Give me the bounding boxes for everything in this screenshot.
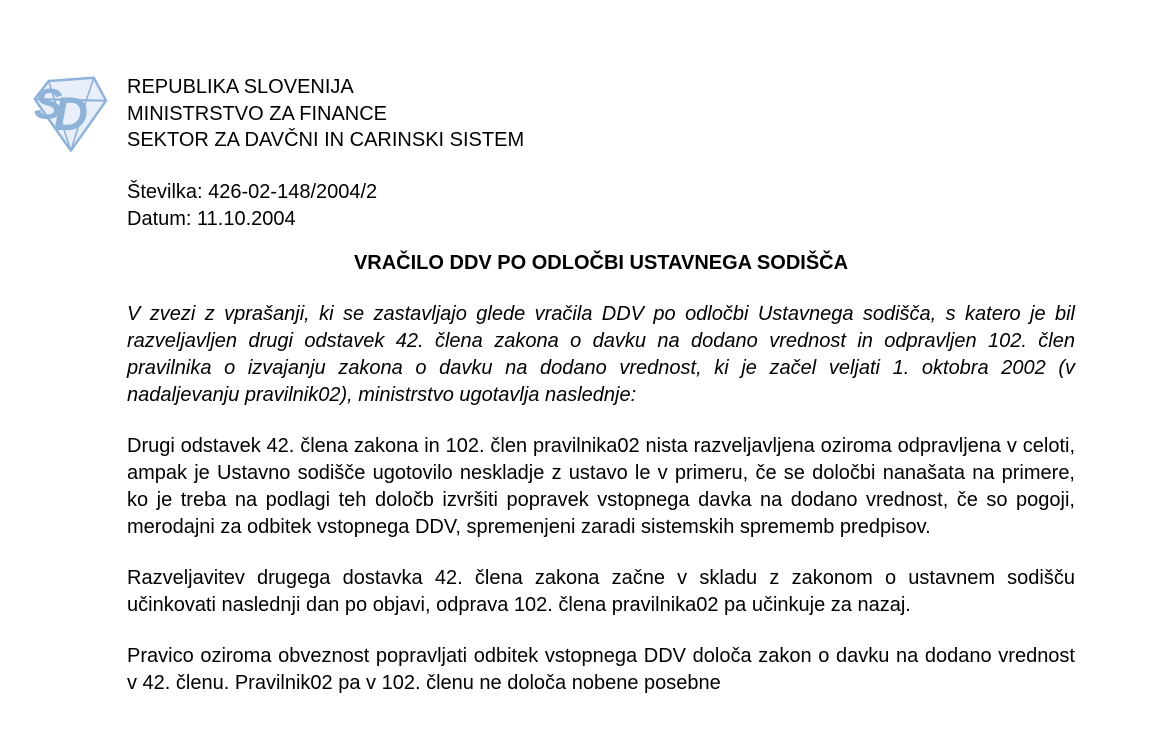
paragraph-finding: Drugi odstavek 42. člena zakona in 102. člen pravilnika02 nista razveljavljena oziroma odpravljena v celoti, ampak je Ustavno sodišče ugotovilo neskladje z ustavo le v primeru, če se določbi nanašata na primere, ko je treba na podlagi teh določb izvršiti popravek vstopnega davka na dodano vrednost, če so pogoji, merodajni za odbitek vstopnega DDV, spremenjeni zaradi sistemskih sprememb predpisov.: [127, 435, 1075, 538]
paragraph-effect: Razveljavitev drugega dostavka 42. člena zakona začne v skladu z zakonom o ustavnem sodišču učinkovati naslednji dan po objavi, odprava 102. člena pravilnika02 pa učinkuje za nazaj.: [127, 567, 1075, 616]
org-line-country: REPUBLIKA SLOVENIJA: [127, 76, 354, 98]
org-line-sector: SEKTOR ZA DAVČNI IN CARINSKI SISTEM: [127, 129, 525, 151]
svg-text:D: D: [53, 88, 88, 142]
document-body: [127, 250, 1075, 721]
org-line-ministry: MINISTRSTVO ZA FINANCE: [127, 102, 388, 125]
document-number: Številka: 426-02-148/2004/2: [127, 181, 378, 203]
paragraph-intro: V zvezi z vprašanji, ki se zastavljajo glede vračila DDV po odločbi Ustavnega sodišča, s katero je bil razveljavljen drugi odstavek 42. člena zakona o davku na dodano vrednost in odpravljen 102. člen pravilnika o izvajanju zakona o davku na dodano vrednost, ki je začel veljati 1. oktobra 2002 (v nadaljevanju pravilnik02), ministrstvo ugotavlja naslednje:: [127, 303, 1075, 406]
paragraph-right-obligation: Pravico oziroma obveznost popravljati odbitek vstopnega DDV določa zakon o davku na dodano vrednost v 42. členu. Pravilnik02 pa v 102. členu ne določa nobene posebne: [127, 645, 1075, 694]
document-meta: [127, 179, 377, 232]
svg-text:S: S: [33, 80, 63, 129]
document-date: Datum: 11.10.2004: [127, 207, 296, 230]
sd-diamond-logo-icon: [29, 71, 111, 155]
letterhead-org: [127, 74, 524, 154]
document-title: VRAČILO DDV PO ODLOČBI USTAVNEGA SODIŠČA: [353, 252, 849, 274]
